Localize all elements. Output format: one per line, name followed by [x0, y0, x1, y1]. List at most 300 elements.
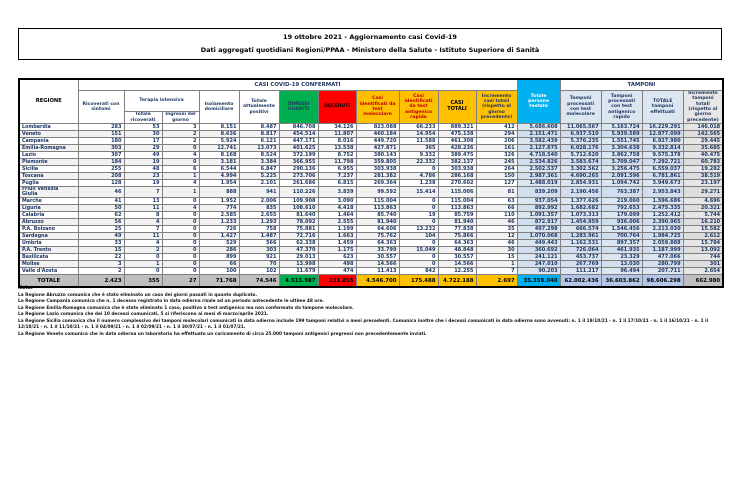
cell-ti_ingressi: 0 [162, 226, 199, 233]
cell-regione: Abruzzo [19, 219, 78, 226]
cell-regione: Lombardia [19, 124, 78, 131]
header-dimessi-guariti: DIMESSI GUARITI [279, 91, 318, 124]
table-row [19, 173, 723, 180]
cell-positivi: 941 [239, 187, 279, 198]
cell-positivi: 2.101 [239, 180, 279, 187]
cell-ricoverati: 50 [78, 205, 124, 212]
cell-ricoverati: 62 [78, 212, 124, 219]
cell-casi_totali: 48.848 [438, 247, 476, 254]
table-row [19, 219, 723, 226]
cell-casi_totali: 64.363 [438, 240, 476, 247]
cell-tamp_tot: 280.799 [642, 261, 683, 268]
cell-ricoverati: 25 [78, 226, 124, 233]
cell-dimessi: 290.136 [279, 166, 318, 173]
cell-positivi: 6.121 [239, 138, 279, 145]
cell-ti_totale: 11 [124, 205, 162, 212]
cell-deceduti: 13.538 [318, 145, 356, 152]
header-casi-totali: CASI TOTALI [438, 91, 476, 124]
cell-ricoverati: 56 [78, 219, 124, 226]
cell-tamp_tot: 6.559.037 [642, 166, 683, 173]
cell-casi_mol: 115.004 [356, 198, 399, 205]
table-row [19, 131, 723, 138]
cell-casi_ant: 0 [399, 254, 438, 261]
table-row [19, 152, 723, 159]
cell-tamp_ant: 5.939.589 [601, 131, 642, 138]
cell-casi_ant: 14.954 [399, 131, 438, 138]
cell-ti_totale: 30 [124, 131, 162, 138]
cell-regione: Molise [19, 261, 78, 268]
cell-ricoverati: 208 [78, 173, 124, 180]
cell-ti_ingressi: 3 [162, 124, 199, 131]
cell-casi_ant: 0 [399, 219, 438, 226]
cell-casi_mol: 281.382 [356, 173, 399, 180]
cell-dimessi: 366.955 [279, 159, 318, 166]
cell-deceduti: 131.855 [318, 275, 356, 288]
cell-casi_totali: 889.321 [438, 124, 476, 131]
note-line: La Regione Veneto comunica che in data odierna un laboratorio ha effettuato un caricamento di circa 25.000 tamponi antigenici pregressi non precedentemente inviati. [18, 331, 427, 337]
cell-tamp_tot: 2.213.030 [642, 226, 683, 233]
cell-dimessi: 72.716 [279, 233, 318, 240]
cell-incr_tamp: 60.783 [683, 159, 723, 166]
cell-incr_tamp: 2.612 [683, 233, 723, 240]
cell-ricoverati: 33 [78, 240, 124, 247]
cell-ricoverati: 41 [78, 198, 124, 205]
cell-tamp_ant: 1.094.742 [601, 180, 642, 187]
cell-incr_casi: 326 [476, 152, 517, 159]
cell-casi_ant: 22.332 [399, 159, 438, 166]
cell-deceduti: 474 [318, 268, 356, 275]
cell-ti_ingressi: 0 [162, 254, 199, 261]
cell-isolamento: 1.427 [199, 233, 239, 240]
cell-incr_casi: 46 [476, 219, 517, 226]
note-line: La Regione Campania comunica che n. 1 decesso registrato in data odierna risale ad un periodo antecedente le ultime 48 ore. [18, 299, 325, 305]
cell-ti_ingressi: 2 [162, 131, 199, 138]
header-casi-molecolare: Casi identificati da test molecolare [356, 91, 399, 124]
cell-ti_totale: 53 [124, 124, 162, 131]
cell-casi_totali: 113.863 [438, 205, 476, 212]
cell-ti_totale: 19 [124, 180, 162, 187]
cell-tamp_mol: 1.682.682 [560, 205, 601, 212]
cell-ti_totale: 19 [124, 159, 162, 166]
cell-ti_ingressi: 27 [162, 275, 199, 288]
cell-testate: 892.992 [517, 205, 560, 212]
cell-regione: Basilicata [19, 254, 78, 261]
cell-ti_totale: 4 [124, 219, 162, 226]
note-line: La Regione Abruzzo comunica che è stato eliminato un caso dei giorni passati in quanto duplicato. [18, 293, 258, 298]
cell-tamp_ant: 1.546.456 [601, 226, 642, 233]
cell-testate: 1.488.019 [517, 180, 560, 187]
cell-regione: Umbria [19, 240, 78, 247]
cell-tamp_tot: 2.390.965 [642, 219, 683, 226]
cell-incr_casi: 1 [476, 261, 517, 268]
cell-isolamento: 4.994 [199, 173, 239, 180]
cell-isolamento: 774 [199, 205, 239, 212]
cell-tamp_tot: 1.596.686 [642, 198, 683, 205]
cell-ricoverati: 303 [78, 145, 124, 152]
cell-testate: 90.203 [517, 268, 560, 275]
cell-deceduti: 623 [318, 254, 356, 261]
cell-positivi: 70 [239, 261, 279, 268]
cell-ti_totale: 4 [124, 240, 162, 247]
cell-positivi: 835 [239, 205, 279, 212]
cell-tamp_ant: 3.709.047 [601, 159, 642, 166]
cell-regione: Toscana [19, 173, 78, 180]
cell-testate: 247.010 [517, 261, 560, 268]
cell-tamp_tot: 1.984.725 [642, 233, 683, 240]
cell-casi_mol: 81.940 [356, 219, 399, 226]
cell-tamp_mol: 2.190.456 [560, 187, 601, 198]
cell-casi_ant: 104 [399, 233, 438, 240]
cell-tamp_ant: 763.387 [601, 187, 642, 198]
cell-testate: 872.917 [517, 219, 560, 226]
cell-incr_tamp: 15.582 [683, 226, 723, 233]
cell-casi_totali: 382.137 [438, 159, 476, 166]
cell-deceduti: 6.815 [318, 180, 356, 187]
cell-ti_totale: 2 [124, 247, 162, 254]
cell-dimessi: 11.679 [279, 268, 318, 275]
cell-incr_casi: 161 [476, 145, 517, 152]
cell-positivi: 8.817 [239, 131, 279, 138]
cell-testate: 5.686.608 [517, 124, 560, 131]
cell-tamp_tot: 1.187.999 [642, 247, 683, 254]
cell-casi_ant: 0 [399, 198, 438, 205]
cell-ti_totale: 13 [124, 198, 162, 205]
cell-regione: P.A. Trento [19, 247, 78, 254]
cell-positivi: 8.524 [239, 152, 279, 159]
cell-casi_mol: 14.566 [356, 261, 399, 268]
cell-casi_ant: 15.414 [399, 187, 438, 198]
cell-incr_tamp: 662.980 [683, 275, 723, 288]
cell-tamp_mol: 111.217 [560, 268, 601, 275]
cell-tamp_tot: 1.252.412 [642, 212, 683, 219]
cell-testate: 2.534.826 [517, 159, 560, 166]
table-row [19, 212, 723, 219]
table-row [19, 268, 723, 275]
table-row [19, 145, 723, 152]
cell-tamp_mol: 62.002.436 [560, 275, 601, 288]
cell-incr_casi: 294 [476, 131, 517, 138]
cell-tamp_tot: 7.292.721 [642, 159, 683, 166]
cell-dimessi: 29.013 [279, 254, 318, 261]
cell-isolamento: 726 [199, 226, 239, 233]
cell-casi_totali: 475.138 [438, 131, 476, 138]
cell-dimessi: 75.881 [279, 226, 318, 233]
cell-tamp_ant: 23.329 [601, 254, 642, 261]
cell-ti_ingressi: 0 [162, 268, 199, 275]
cell-ricoverati: 184 [78, 159, 124, 166]
cell-testate: 2.151.471 [517, 131, 560, 138]
cell-regione: Sicilia [19, 166, 78, 173]
cell-tamp_ant: 36.603.862 [601, 275, 642, 288]
cell-ti_totale: 7 [124, 187, 162, 198]
header-deceduti: DECEDUTI [318, 91, 356, 124]
cell-deceduti: 7.237 [318, 173, 356, 180]
cell-deceduti: 11.798 [318, 159, 356, 166]
cell-tamp_ant: 700.764 [601, 233, 642, 240]
cell-positivi: 566 [239, 240, 279, 247]
cell-ricoverati: 15 [78, 247, 124, 254]
cell-deceduti: 1.464 [318, 212, 356, 219]
cell-dimessi: 273.706 [279, 173, 318, 180]
cell-incr_casi: 127 [476, 180, 517, 187]
cell-tamp_tot: 9.575.378 [642, 152, 683, 159]
cell-casi_ant: 842 [399, 268, 438, 275]
cell-casi_mol: 269.364 [356, 180, 399, 187]
cell-incr_casi: 2.697 [476, 275, 517, 288]
cell-casi_mol: 85.740 [356, 212, 399, 219]
cell-regione: Puglia [19, 180, 78, 187]
table-row [19, 180, 723, 187]
cell-incr_casi: 81 [476, 187, 517, 198]
cell-tamp_ant: 3.862.758 [601, 152, 642, 159]
cell-incr_tamp: 29.271 [683, 187, 723, 198]
header-tamponi-band: TAMPONI [560, 79, 723, 91]
data-table-container [18, 78, 722, 288]
cell-isolamento: 66 [199, 261, 239, 268]
table-row [19, 138, 723, 145]
cell-incr_casi: 412 [476, 124, 517, 131]
cell-deceduti: 8.752 [318, 152, 356, 159]
cell-regione: Piemonte [19, 159, 78, 166]
cell-deceduti: 6.955 [318, 166, 356, 173]
cell-positivi: 6.847 [239, 166, 279, 173]
cell-tamp_mol: 1.283.961 [560, 233, 601, 240]
cell-regione: Emilia-Romagna [19, 145, 78, 152]
cell-casi_totali: 270.602 [438, 180, 476, 187]
cell-deceduti: 1.175 [318, 247, 356, 254]
cell-tamp_tot: 98.606.298 [642, 275, 683, 288]
cell-ricoverati: 128 [78, 180, 124, 187]
cell-ricoverati: 255 [78, 166, 124, 173]
cell-casi_totali: 4.722.188 [438, 275, 476, 288]
cell-ti_ingressi: 4 [162, 205, 199, 212]
cell-incr_casi: 66 [476, 205, 517, 212]
table-header [19, 79, 723, 124]
cell-ti_totale: 49 [124, 152, 162, 159]
covid-data-table [18, 78, 724, 288]
cell-ti_ingressi: 0 [162, 233, 199, 240]
cell-regione: Calabria [19, 212, 78, 219]
table-row [19, 240, 723, 247]
cell-tamp_ant: 3.304.638 [601, 145, 642, 152]
header-terapia-intensiva: Terapia intensiva [124, 91, 199, 112]
cell-testate: 3.582.439 [517, 138, 560, 145]
cell-ti_ingressi: 0 [162, 261, 199, 268]
cell-isolamento: 100 [199, 268, 239, 275]
cell-regione: Veneto [19, 131, 78, 138]
cell-testate: 2.987.361 [517, 173, 560, 180]
cell-regione: Liguria [19, 205, 78, 212]
note-line: La Regione Sicilia comunica che il numero complessivo dei tamponi molecolari comunicati in data odierna include 199 tamponi relativi a mesi precedenti. Comunica inoltre che i decessi comunicati in data odierna sono avvenuti: n. 1 il 19/10/21 - n. 1 il 17/10/21 - n. 1 il 16/10/21 - n. 1 il 12/10/21 - n. 1 il 11/10/21 - n. 1 il 04/09/21 - n. 1 il 02/09/21 - n. 1 il 30/07/21 - n. 1 il 01/07/21. [18, 318, 709, 331]
cell-tamp_mol: 3.583.674 [560, 159, 601, 166]
cell-tamp_tot: 12.877.099 [642, 131, 683, 138]
cell-tamp_ant: 792.653 [601, 205, 642, 212]
cell-deceduti: 2.555 [318, 219, 356, 226]
cell-casi_ant: 0 [399, 261, 438, 268]
note-line: La Regione Lazio comunica che dei 10 decessi comunicati, 5 si riferiscono ai mesi di marzo/aprile 2021. [18, 312, 269, 318]
cell-testate: 2.127.875 [517, 145, 560, 152]
cell-casi_mol: 11.413 [356, 268, 399, 275]
table-row [19, 226, 723, 233]
cell-positivi: 1.487 [239, 233, 279, 240]
cell-incr_casi: 150 [476, 173, 517, 180]
cell-ti_totale: 0 [124, 254, 162, 261]
table-row [19, 198, 723, 205]
cell-incr_tamp: 4.696 [683, 198, 723, 205]
cell-tamp_ant: 3.256.475 [601, 166, 642, 173]
cell-casi_mol: 449.720 [356, 138, 399, 145]
cell-casi_mol: 359.805 [356, 159, 399, 166]
cell-casi_ant: 0 [399, 166, 438, 173]
cell-ti_totale: 48 [124, 166, 162, 173]
cell-deceduti: 498 [318, 261, 356, 268]
cell-ti_totale: 1 [124, 261, 162, 268]
cell-casi_ant: 175.488 [399, 275, 438, 288]
cell-casi_ant: 0 [399, 240, 438, 247]
header-tamponi-molecolare: Tamponi processati con test molecolare [560, 91, 601, 124]
cell-casi_totali: 461.308 [438, 138, 476, 145]
cell-incr_casi: 7 [476, 268, 517, 275]
cell-casi_mol: 303.938 [356, 166, 399, 173]
cell-casi_ant: 9.332 [399, 152, 438, 159]
cell-tamp_mol: 1.073.313 [560, 212, 601, 219]
report-subtitle: Dati aggregati quotidiani Regioni/PPAA - Ministero della Salute - Istituto Superiore di Sanità [200, 46, 540, 54]
cell-positivi: 74.546 [239, 275, 279, 288]
cell-casi_mol: 113.863 [356, 205, 399, 212]
cell-casi_totali: 85.759 [438, 212, 476, 219]
cell-positivi: 8.487 [239, 124, 279, 131]
cell-positivi: 2.006 [239, 198, 279, 205]
cell-testate: 2.502.537 [517, 166, 560, 173]
cell-tamp_ant: 897.357 [601, 240, 642, 247]
table-row [19, 247, 723, 254]
cell-isolamento: 888 [199, 187, 239, 198]
cell-incr_casi: 30 [476, 247, 517, 254]
cell-casi_mol: 30.557 [356, 254, 399, 261]
cell-ti_ingressi: 4 [162, 152, 199, 159]
cell-tamp_mol: 5.376.235 [560, 138, 601, 145]
cell-ti_totale: 8 [124, 212, 162, 219]
note-line: La Regione Emilia-Romagna comunica che è stato eliminato 1 caso, positivo a test antigenico ma non confermato da tampone molecolare. [18, 305, 354, 311]
cell-incr_tamp: 35.685 [683, 145, 723, 152]
cell-regione: Sardegna [19, 233, 78, 240]
cell-incr_casi: 206 [476, 138, 517, 145]
cell-tamp_mol: 666.574 [560, 226, 601, 233]
cell-testate: 360.692 [517, 247, 560, 254]
cell-isolamento: 6.544 [199, 166, 239, 173]
cell-casi_mol: 64.363 [356, 240, 399, 247]
header-incremento-casi: Incremento casi totali (rispetto al giorno precedente) [476, 91, 517, 124]
cell-isolamento: 3.181 [199, 159, 239, 166]
cell-deceduti: 3.839 [318, 187, 356, 198]
cell-tamp_mol: 726.064 [560, 247, 601, 254]
cell-isolamento: 286 [199, 247, 239, 254]
cell-incr_casi: 12 [476, 233, 517, 240]
cell-testate: 449.443 [517, 240, 560, 247]
cell-incr_casi: 245 [476, 159, 517, 166]
cell-regione: TOTALE [19, 275, 78, 288]
cell-deceduti: 34.126 [318, 124, 356, 131]
cell-tamp_mol: 453.737 [560, 254, 601, 261]
report-title: 19 ottobre 2021 - Aggiornamento casi Covid-19 [283, 33, 457, 41]
cell-regione: Lazio [19, 152, 78, 159]
cell-dimessi: 78.092 [279, 219, 318, 226]
cell-casi_totali: 389.475 [438, 152, 476, 159]
cell-tamp_ant: 2.091.596 [601, 173, 642, 180]
cell-casi_mol: 460.184 [356, 131, 399, 138]
cell-dimessi: 372.199 [279, 152, 318, 159]
cell-isolamento: 71.768 [199, 275, 239, 288]
cell-testate: 839.209 [517, 187, 560, 198]
cell-incr_tamp: 2.654 [683, 268, 723, 275]
cell-casi_ant: 1.238 [399, 180, 438, 187]
notes-section [18, 286, 722, 338]
cell-dimessi: 447.171 [279, 138, 318, 145]
cell-ricoverati: 22 [78, 254, 124, 261]
table-row [19, 159, 723, 166]
cell-ti_ingressi: 0 [162, 159, 199, 166]
cell-incr_tamp: 142.565 [683, 131, 723, 138]
header-incremento-tamponi: Incremento tamponi totali (rispetto al giorno precedente) [683, 91, 723, 124]
cell-tamp_tot: 207.711 [642, 268, 683, 275]
cell-casi_totali: 115.004 [438, 198, 476, 205]
header-attualmente-positivi: Totale attualmente positivi [239, 91, 279, 124]
cell-casi_ant: 365 [399, 145, 438, 152]
cell-ti_ingressi: 2 [162, 138, 199, 145]
cell-casi_totali: 428.236 [438, 145, 476, 152]
cell-tamp_mol: 11.065.567 [560, 124, 601, 131]
notes-title: Note: [18, 286, 33, 291]
cell-testate: 4.718.540 [517, 152, 560, 159]
cell-casi_totali: 81.940 [438, 219, 476, 226]
cell-isolamento: 8.168 [199, 152, 239, 159]
cell-casi_totali: 77.838 [438, 226, 476, 233]
cell-casi_ant: 11.588 [399, 138, 438, 145]
cell-isolamento: 2.585 [199, 212, 239, 219]
header-casi-antigenico: Casi identificati da test antigenico rapido [399, 91, 438, 124]
table-row [19, 166, 723, 173]
cell-testate: 937.054 [517, 198, 560, 205]
cell-casi_mol: 4.546.700 [356, 275, 399, 288]
cell-ti_totale: 17 [124, 138, 162, 145]
cell-tamp_mol: 5.712.620 [560, 152, 601, 159]
cell-ti_ingressi: 1 [162, 187, 199, 198]
cell-incr_casi: 35 [476, 226, 517, 233]
cell-regione: P.A. Bolzano [19, 226, 78, 233]
cell-incr_tamp: 20.321 [683, 205, 723, 212]
cell-isolamento: 1.954 [199, 180, 239, 187]
cell-tamp_ant: 96.494 [601, 268, 642, 275]
cell-ricoverati: 151 [78, 131, 124, 138]
table-row [19, 124, 723, 131]
cell-incr_casi: 63 [476, 198, 517, 205]
cell-ricoverati: 46 [78, 187, 124, 198]
header-regione: REGIONE [19, 79, 78, 124]
cell-tamp_tot: 2.475.335 [642, 205, 683, 212]
cell-positivi: 303 [239, 247, 279, 254]
cell-regione: Valle d'Aosta [19, 268, 78, 275]
table-body [19, 124, 723, 288]
cell-tamp_tot: 3.949.673 [642, 180, 683, 187]
cell-positivi: 5.225 [239, 173, 279, 180]
cell-casi_ant: 15.049 [399, 247, 438, 254]
table-row [19, 187, 723, 198]
cell-incr_tamp: 29.445 [683, 138, 723, 145]
cell-deceduti: 3.090 [318, 198, 356, 205]
cell-tamp_tot: 6.927.980 [642, 138, 683, 145]
cell-casi_totali: 30.557 [438, 254, 476, 261]
cell-tamp_ant: 461.935 [601, 247, 642, 254]
